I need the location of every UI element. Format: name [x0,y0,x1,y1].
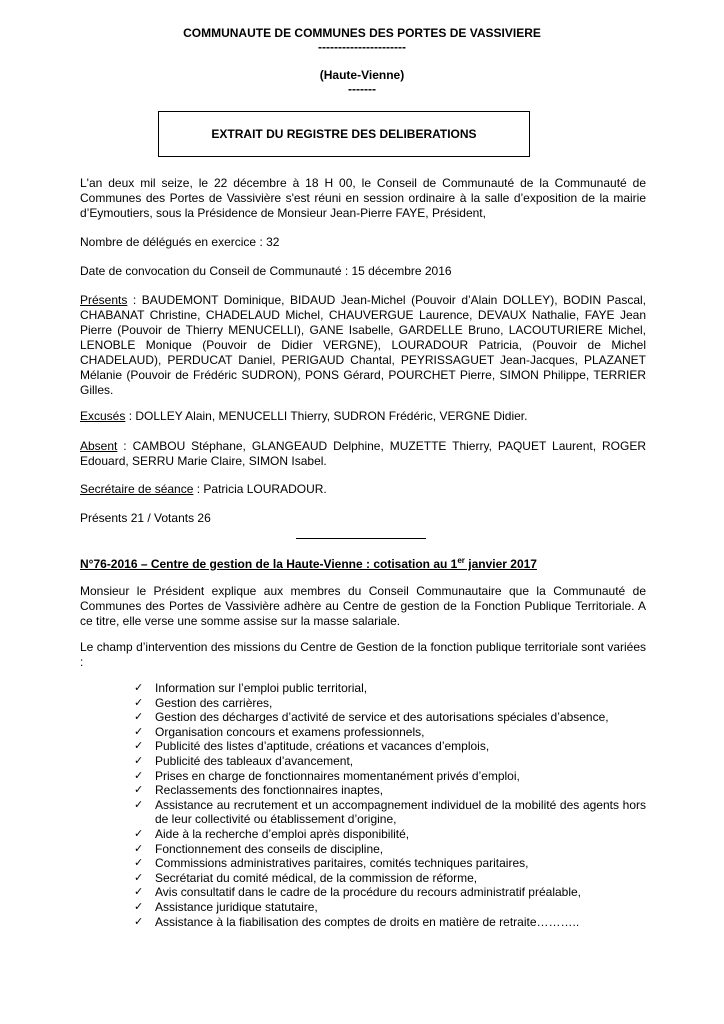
mission-item-text: Gestion des décharges d’activité de service et des autorisations spéciales d’absence, [155,710,609,725]
convocation-date: Date de convocation du Conseil de Communauté : 15 décembre 2016 [80,264,452,278]
explanation-paragraph: Monsieur le Président explique aux membres du Conseil Communautaire que la Communauté de Communes des Portes de Vassivière adhère au Centre de gestion de la Fonction Publique Territoriale. A ce titre, elle verse une somme assise sur la masse salariale. [80,584,646,628]
excuses-label: Excusés [80,409,126,423]
checkmark-icon: ✓ [134,856,144,870]
register-extract-box [158,111,530,157]
mission-item-text: Assistance juridique statutaire, [155,899,318,914]
secretary-paragraph [80,482,646,497]
mission-item [134,783,646,798]
presents-paragraph [80,293,646,398]
mission-item-text: Assistance au recrutement et un accompagnement individuel de la mobilité des agents hors de leur collectivité ou établissement d’origine, [155,797,646,827]
mission-item [134,710,646,725]
mission-item-text: Organisation concours et examens professionnels, [155,724,425,739]
checkmark-icon: ✓ [134,768,144,782]
mission-item-text: Publicité des listes d’aptitude, créations et vacances d’emplois, [155,739,490,754]
mission-item [134,885,646,900]
checkmark-icon: ✓ [134,783,144,797]
secretary-name: : Patricia LOURADOUR. [193,482,327,496]
mission-item-text: Prises en charge de fonctionnaires momentanément privés d’emploi, [155,768,520,783]
excuses-list: : DOLLEY Alain, MENUCELLI Thierry, SUDRON Frédéric, VERGNE Didier. [125,409,528,423]
mission-item [134,754,646,769]
delegates-count: Nombre de délégués en exercice : 32 [80,235,280,249]
mission-item [134,871,646,886]
register-extract-title: EXTRAIT DU REGISTRE DES DELIBERATIONS [211,126,477,141]
absent-list: : CAMBOU Stéphane, GLANGEAUD Delphine, MUZETTE Thierry, PAQUET Laurent, ROGER Edouard, SERRU Marie Claire, SIMON Isabel. [80,439,646,468]
presents-list: : BAUDEMONT Dominique, BIDAUD Jean-Michel (Pouvoir d’Alain DOLLEY), BODIN Pascal, CHABANAT Christine, CHADELAUD Michel, CHAUVERGUE Laurence, DEVAUX Nathalie, FAYE Jean Pierre (Pouvoir de Thierry MENUCELLI), GANE Isabelle, GARDELLE Bruno, LACOUTURIERE Michel, LENOBLE Monique (Pouvoir de Didier VERGNE), LOURADOUR Patricia, (Pouvoir de Michel CHADELAUD), PERDUCAT Daniel, PERIGAUD Chantal, PEYRISSAGUET Jean-Jacques, PLAZANET Mélanie (Pouvoir de Frédéric SUDRON), PONS Gérard, POURCHET Pierre, SIMON Philippe, TERRIER Gilles. [80,293,646,397]
checkmark-icon: ✓ [134,739,144,753]
checkmark-icon: ✓ [134,753,144,767]
mission-item [134,725,646,740]
checkmark-icon: ✓ [134,885,144,899]
checkmark-icon: ✓ [134,914,144,928]
secretary-label: Secrétaire de séance [80,482,194,496]
presents-label: Présents [80,293,128,307]
organization-title: COMMUNAUTE DE COMMUNES DES PORTES DE VASSIVIERE [183,26,541,40]
checkmark-icon: ✓ [134,841,144,855]
checkmark-icon: ✓ [134,870,144,884]
deliberation-title [80,557,646,572]
mission-item [134,856,646,871]
mission-item-text: Avis consultatif dans le cadre de la procédure du recours administratif préalable, [155,885,582,900]
section-divider [296,538,426,539]
checkmark-icon: ✓ [134,724,144,738]
region-separator-dashes: ------- [348,82,376,96]
mission-item-text: Fonctionnement des conseils de discipline, [155,841,384,856]
excuses-paragraph [80,409,646,424]
mission-item-text: Commissions administratives paritaires, comités techniques paritaires, [155,856,529,871]
mission-item-text: Aide à la recherche d’emploi après disponibilité, [155,826,410,841]
mission-item [134,915,646,930]
checkmark-icon: ✓ [134,797,144,811]
deliberation-title-end: janvier 2017 [464,557,537,571]
session-intro-paragraph: L'an deux mil seize, le 22 décembre à 18 H 00, le Conseil de Communauté de la Communauté de Communes des Portes de Vassivière s'est réuni en session ordinaire à la salle d’exposition de la mairie d’Eymoutiers, sous la Présidence de Monsieur Jean-Pierre FAYE, Président, [80,176,646,220]
mission-item [134,827,646,842]
checkmark-icon: ✓ [134,826,144,840]
mission-item [134,696,646,711]
checkmark-icon: ✓ [134,695,144,709]
region-name: (Haute-Vienne) [319,68,405,82]
mission-item [134,900,646,915]
mission-item-text: Publicité des tableaux d’avancement, [155,753,354,768]
mission-item-text: Reclassements des fonctionnaires inaptes, [155,783,384,798]
mission-item-text: Gestion des carrières, [155,695,273,710]
checkmark-icon: ✓ [134,681,144,694]
missions-intro: Le champ d’intervention des missions du Centre de Gestion de la fonction publique territoriale sont variées : [80,640,646,669]
mission-item [134,769,646,784]
mission-item [134,842,646,857]
deliberation-title-main: N°76-2016 – Centre de gestion de la Haute-Vienne : cotisation au 1 [80,557,458,571]
vote-count: Présents 21 / Votants 26 [80,511,211,525]
absent-paragraph [80,439,646,469]
mission-item-text: Assistance à la fiabilisation des comptes de droits en matière de retraite……….. [155,914,580,929]
mission-item [134,798,646,827]
mission-item-text: Secrétariat du comité médical, de la commission de réforme, [155,870,478,885]
title-separator-dashes: ---------------------- [318,40,406,54]
deliberation-title-superscript: er [457,556,465,565]
checkmark-icon: ✓ [134,899,144,913]
mission-item [134,681,646,696]
mission-item-text: Information sur l’emploi public territorial, [155,681,368,695]
absent-label: Absent [80,439,118,453]
missions-list [134,681,646,929]
mission-item [134,739,646,754]
checkmark-icon: ✓ [134,710,144,724]
